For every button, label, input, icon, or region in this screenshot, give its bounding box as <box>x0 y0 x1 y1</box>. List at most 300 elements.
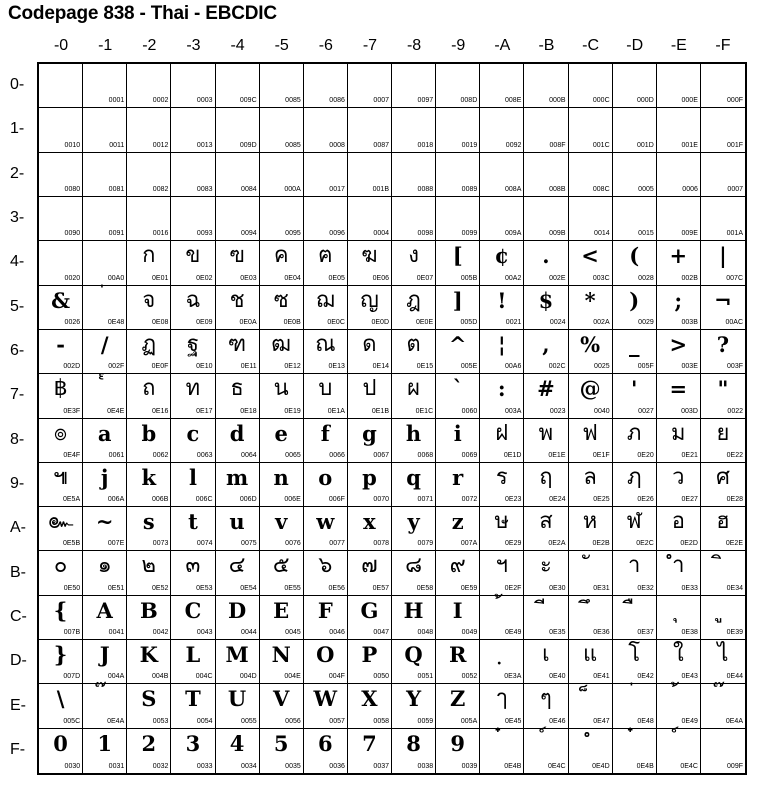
cell-code: 0E1B <box>371 407 389 415</box>
cell-code: 0E09 <box>196 318 213 326</box>
code-cell <box>216 684 260 728</box>
cell-code: 003A <box>505 407 522 415</box>
cell-code: 0E58 <box>416 584 434 592</box>
code-cell <box>701 419 745 463</box>
code-cell <box>701 684 745 728</box>
cell-code: 0083 <box>196 185 213 193</box>
code-cell <box>83 286 127 330</box>
cell-code: 0028 <box>638 274 654 282</box>
code-cell <box>480 153 524 197</box>
cell-code: 0E2D <box>680 540 698 548</box>
cell-code: 0E1D <box>503 451 522 459</box>
code-cell <box>127 153 171 197</box>
code-cell <box>83 108 127 152</box>
code-cell <box>39 108 83 152</box>
code-cell <box>127 330 171 374</box>
cell-code: 0E47 <box>593 717 610 725</box>
cell-code: 0045 <box>285 629 301 637</box>
code-cell <box>657 463 701 507</box>
cell-code: 0031 <box>108 763 125 770</box>
code-cell <box>480 463 524 507</box>
code-cell <box>436 330 480 374</box>
code-cell <box>39 419 83 463</box>
column-header: -9 <box>451 37 466 54</box>
cell-code: 0082 <box>152 185 169 193</box>
cell-glyph: { <box>53 597 68 623</box>
cell-glyph: m <box>225 464 249 490</box>
code-cell <box>260 419 304 463</box>
code-cell <box>657 640 701 684</box>
cell-code: 000B <box>549 97 566 105</box>
cell-glyph: ๕ <box>272 553 290 579</box>
cell-glyph: ว <box>672 464 685 490</box>
code-cell <box>348 640 392 684</box>
code-cell <box>436 729 480 773</box>
cell-code: 004D <box>239 673 257 681</box>
code-cell <box>127 463 171 507</box>
code-cell <box>392 507 436 551</box>
cell-glyph: 4 <box>229 730 245 756</box>
code-cell <box>260 729 304 773</box>
code-cell <box>524 507 568 551</box>
code-cell <box>613 419 657 463</box>
cell-glyph: ? <box>716 331 730 357</box>
cell-code: 0075 <box>241 540 257 548</box>
code-cell <box>657 197 701 241</box>
cell-code: 0035 <box>285 763 301 770</box>
code-cell <box>83 463 127 507</box>
cell-glyph: ธ <box>230 376 244 402</box>
cell-code: 0E4B <box>504 763 522 770</box>
cell-code: 009E <box>681 230 698 238</box>
code-cell <box>348 507 392 551</box>
cell-glyph: ฉ <box>185 287 201 313</box>
cell-code: 0E01 <box>152 274 169 282</box>
code-cell <box>524 241 568 285</box>
code-cell <box>569 684 613 728</box>
cell-code: 0036 <box>329 763 345 770</box>
code-cell <box>701 153 745 197</box>
cell-glyph: Z <box>450 686 466 712</box>
cell-code: 0E57 <box>372 584 389 592</box>
code-cell <box>127 551 171 595</box>
code-cell <box>657 419 701 463</box>
cell-code: 0061 <box>108 451 125 459</box>
cell-code: 0016 <box>152 230 169 238</box>
code-cell <box>613 596 657 640</box>
cell-code: 0077 <box>329 540 345 548</box>
cell-glyph: z <box>451 509 464 535</box>
code-cell <box>657 153 701 197</box>
cell-code: 0E33 <box>681 584 698 592</box>
column-header: -E <box>670 37 687 54</box>
code-cell <box>348 64 392 108</box>
code-cell <box>304 463 348 507</box>
cell-code: 002E <box>549 274 566 282</box>
cell-glyph: ฯ <box>495 553 508 579</box>
cell-code: 0033 <box>196 763 213 770</box>
cell-code: 0001 <box>108 97 125 105</box>
cell-glyph: ฆ <box>361 243 378 269</box>
cell-code: 0055 <box>241 717 257 725</box>
code-cell <box>613 374 657 418</box>
code-cell <box>524 596 568 640</box>
cell-code: 0062 <box>152 451 169 459</box>
code-cell <box>83 596 127 640</box>
cell-glyph: g <box>362 420 377 446</box>
cell-code: 0017 <box>329 185 345 193</box>
cell-glyph: ฿ <box>53 376 68 402</box>
cell-code: 004C <box>195 673 213 681</box>
cell-glyph <box>613 599 656 623</box>
cell-code: 0032 <box>152 763 169 770</box>
code-cell <box>171 108 215 152</box>
code-cell <box>83 640 127 684</box>
cell-glyph: " <box>717 376 729 402</box>
code-cell <box>569 463 613 507</box>
code-cell <box>392 596 436 640</box>
cell-code: 0090 <box>64 230 81 238</box>
code-cell <box>480 729 524 773</box>
cell-code: 0E0D <box>371 318 389 326</box>
cell-code: 0096 <box>329 230 345 238</box>
code-cell <box>657 286 701 330</box>
cell-code: 007D <box>63 673 81 681</box>
cell-code: 0E49 <box>505 629 522 637</box>
cell-code: 0E2F <box>504 584 522 592</box>
code-cell <box>613 64 657 108</box>
cell-code: 0081 <box>108 185 125 193</box>
code-cell <box>613 463 657 507</box>
cell-glyph: ซ <box>273 287 289 313</box>
cell-code: 0E56 <box>328 584 345 592</box>
code-cell <box>348 729 392 773</box>
cell-code: 001A <box>726 230 743 238</box>
cell-code: 0007 <box>727 185 743 193</box>
cell-code: 008F <box>549 141 566 149</box>
code-cell <box>39 374 83 418</box>
code-cell <box>701 507 745 551</box>
code-cell <box>524 419 568 463</box>
cell-code: 0E48 <box>637 717 654 725</box>
cell-glyph: 8 <box>406 730 421 756</box>
code-cell <box>392 551 436 595</box>
code-cell <box>304 241 348 285</box>
code-cell <box>480 108 524 152</box>
code-cell <box>392 640 436 684</box>
cell-code: 0095 <box>285 230 301 238</box>
code-cell <box>701 640 745 684</box>
code-cell <box>701 374 745 418</box>
cell-code: 0E28 <box>726 496 743 504</box>
cell-code: 0E17 <box>196 407 213 415</box>
cell-glyph: H <box>403 597 424 623</box>
code-cell <box>171 729 215 773</box>
cell-glyph: & <box>51 287 71 313</box>
cell-code: 005E <box>460 363 478 371</box>
code-cell <box>613 551 657 595</box>
code-cell <box>304 419 348 463</box>
cell-code: 0E4A <box>107 717 125 725</box>
cell-code: 008A <box>505 185 522 193</box>
code-cell <box>480 330 524 374</box>
code-cell <box>569 153 613 197</box>
cell-code: 007B <box>63 629 81 637</box>
code-cell <box>480 419 524 463</box>
cell-code: 0002 <box>152 97 169 105</box>
cell-glyph: u <box>229 509 245 535</box>
cell-glyph <box>701 554 745 578</box>
cell-code: 009C <box>239 97 257 105</box>
column-header: -F <box>715 37 731 54</box>
code-cell <box>569 551 613 595</box>
code-cell <box>216 330 260 374</box>
code-cell <box>127 241 171 285</box>
cell-glyph: P <box>361 642 378 668</box>
cell-code: 0063 <box>196 451 213 459</box>
cell-code: 0E44 <box>726 673 743 681</box>
row-header: 9- <box>10 474 25 492</box>
cell-code: 000E <box>681 97 698 105</box>
code-cell <box>569 64 613 108</box>
cell-code: 0E4C <box>547 763 566 770</box>
code-cell <box>171 374 215 418</box>
cell-glyph: ๚ <box>53 464 69 490</box>
code-cell <box>436 684 480 728</box>
cell-code: 008B <box>549 185 566 193</box>
cell-glyph: X <box>361 686 378 712</box>
cell-code: 008D <box>460 97 478 105</box>
code-cell <box>436 374 480 418</box>
cell-glyph: ก <box>142 243 156 269</box>
cell-glyph: $ <box>538 287 554 313</box>
code-cell <box>392 374 436 418</box>
code-cell <box>171 64 215 108</box>
cell-code: 0E48 <box>107 318 125 326</box>
code-cell <box>260 463 304 507</box>
cell-code: 000F <box>727 97 743 105</box>
code-cell <box>524 729 568 773</box>
code-cell <box>436 153 480 197</box>
code-cell <box>171 596 215 640</box>
cell-code: 0E46 <box>549 717 566 725</box>
cell-glyph <box>83 377 126 401</box>
cell-code: 0011 <box>109 141 125 149</box>
cell-glyph: ไ <box>717 642 729 668</box>
code-cell <box>83 729 127 773</box>
code-cell <box>613 241 657 285</box>
cell-code: 0004 <box>373 230 389 238</box>
code-cell <box>480 507 524 551</box>
code-cell <box>480 197 524 241</box>
code-cell <box>569 108 613 152</box>
cell-glyph: ฮ <box>716 509 730 535</box>
cell-code: 0005 <box>638 185 654 193</box>
cell-code: 0042 <box>152 629 169 637</box>
code-cell <box>260 241 304 285</box>
cell-code: 0E54 <box>240 584 257 592</box>
cell-glyph: < <box>581 243 599 269</box>
cell-glyph: w <box>316 509 335 535</box>
cell-glyph: ฏ <box>141 331 157 357</box>
cell-glyph: อ <box>671 509 685 535</box>
cell-glyph: o <box>318 464 333 490</box>
cell-glyph: ท <box>185 376 201 402</box>
cell-code: 0076 <box>285 540 301 548</box>
row-header: 2- <box>10 164 25 182</box>
code-cell <box>569 241 613 285</box>
cell-glyph <box>524 599 567 623</box>
cell-code: 0E0B <box>283 318 301 326</box>
cell-code: 0E29 <box>505 540 522 548</box>
cell-glyph <box>83 289 126 313</box>
cell-code: 002A <box>593 318 610 326</box>
code-cell <box>304 729 348 773</box>
code-cell <box>524 551 568 595</box>
code-cell <box>171 551 215 595</box>
code-cell <box>480 374 524 418</box>
code-cell <box>348 596 392 640</box>
cell-code: 002D <box>63 363 81 371</box>
cell-code: 0E2B <box>592 540 610 548</box>
cell-code: 0E0C <box>327 318 345 326</box>
cell-glyph: W <box>313 686 338 712</box>
code-cell <box>657 108 701 152</box>
cell-glyph: ๔ <box>228 553 246 579</box>
cell-code: 0E4A <box>725 717 743 725</box>
code-cell <box>83 507 127 551</box>
cell-glyph: ล <box>583 464 597 490</box>
cell-code: 001E <box>681 141 698 149</box>
column-header: -B <box>538 37 555 54</box>
cell-glyph: e <box>274 420 288 446</box>
cell-glyph: ( <box>629 243 640 269</box>
cell-glyph: E <box>273 597 290 623</box>
cell-glyph <box>657 599 700 623</box>
cell-code: 005B <box>460 274 478 282</box>
cell-glyph: , <box>542 331 550 357</box>
code-cell <box>304 108 348 152</box>
cell-code: 0071 <box>417 496 434 504</box>
code-cell <box>613 729 657 773</box>
row-header: 7- <box>10 386 25 404</box>
cell-code: 0006 <box>682 185 698 193</box>
code-cell <box>613 684 657 728</box>
cell-glyph: ' <box>630 376 638 402</box>
code-cell <box>171 684 215 728</box>
code-cell <box>216 729 260 773</box>
cell-glyph <box>480 599 523 623</box>
code-cell <box>657 684 701 728</box>
cell-code: 009B <box>549 230 566 238</box>
cell-glyph: F <box>317 597 333 623</box>
cell-code: 0068 <box>417 451 434 459</box>
cell-code: 0066 <box>329 451 345 459</box>
code-cell <box>569 507 613 551</box>
cell-code: 0030 <box>64 763 81 770</box>
cell-code: 0013 <box>196 141 213 149</box>
column-header: -4 <box>230 37 245 54</box>
cell-code: 006D <box>239 496 257 504</box>
code-cell <box>304 596 348 640</box>
code-cell <box>260 286 304 330</box>
code-cell <box>83 419 127 463</box>
cell-glyph: ญ <box>360 287 379 313</box>
code-cell <box>127 108 171 152</box>
cell-glyph: พ <box>538 420 554 446</box>
code-cell <box>348 374 392 418</box>
cell-code: 0E40 <box>549 673 566 681</box>
cell-code: 0060 <box>461 407 478 415</box>
code-cell <box>171 286 215 330</box>
cell-code: 0088 <box>417 185 434 193</box>
cell-glyph: M <box>225 642 249 668</box>
cell-code: 0E03 <box>240 274 257 282</box>
code-cell <box>569 640 613 684</box>
cell-code: 0037 <box>373 763 389 770</box>
cell-glyph: ๗ <box>361 553 378 579</box>
cell-glyph: ๅ <box>496 686 508 712</box>
code-cell <box>171 197 215 241</box>
code-cell <box>260 108 304 152</box>
cell-glyph: d <box>229 420 245 446</box>
cell-glyph: ฤ <box>539 464 553 490</box>
row-header: E- <box>10 696 26 714</box>
cell-code: 0044 <box>241 629 257 637</box>
cell-glyph <box>524 732 567 756</box>
cell-glyph: ณ <box>315 331 336 357</box>
code-cell <box>260 596 304 640</box>
cell-code: 0049 <box>461 629 478 637</box>
code-cell <box>127 507 171 551</box>
code-cell <box>569 330 613 374</box>
code-cell <box>304 330 348 374</box>
cell-glyph: ๑ <box>97 553 112 579</box>
cell-code: 0019 <box>461 141 478 149</box>
cell-code: 0021 <box>505 318 522 326</box>
cell-glyph: Y <box>406 686 422 712</box>
cell-code: 007E <box>107 540 125 548</box>
code-cell <box>701 286 745 330</box>
cell-glyph: ช <box>229 287 245 313</box>
cell-code: 0E37 <box>637 629 654 637</box>
cell-glyph: ¦ <box>497 331 506 357</box>
cell-glyph: ~ <box>95 509 114 535</box>
cell-glyph: q <box>406 464 421 490</box>
code-cell <box>260 153 304 197</box>
cell-glyph: ห <box>582 509 598 535</box>
code-cell <box>613 108 657 152</box>
code-cell <box>524 374 568 418</box>
cell-code: 0E4B <box>636 763 654 770</box>
cell-glyph: 6 <box>318 730 333 756</box>
code-cell <box>392 286 436 330</box>
code-cell <box>701 330 745 374</box>
code-cell <box>127 640 171 684</box>
cell-code: 00A2 <box>505 274 522 282</box>
code-cell <box>480 241 524 285</box>
cell-code: 0003 <box>196 97 213 105</box>
code-cell <box>304 551 348 595</box>
cell-glyph: ๆ <box>540 686 552 712</box>
row-header: A- <box>10 519 26 537</box>
cell-glyph: า <box>628 553 641 579</box>
cell-glyph: ย <box>716 420 730 446</box>
cell-code: 0E1E <box>548 451 566 459</box>
cell-code: 0E26 <box>637 496 654 504</box>
cell-code: 0E0E <box>416 318 434 326</box>
cell-code: 006C <box>195 496 213 504</box>
